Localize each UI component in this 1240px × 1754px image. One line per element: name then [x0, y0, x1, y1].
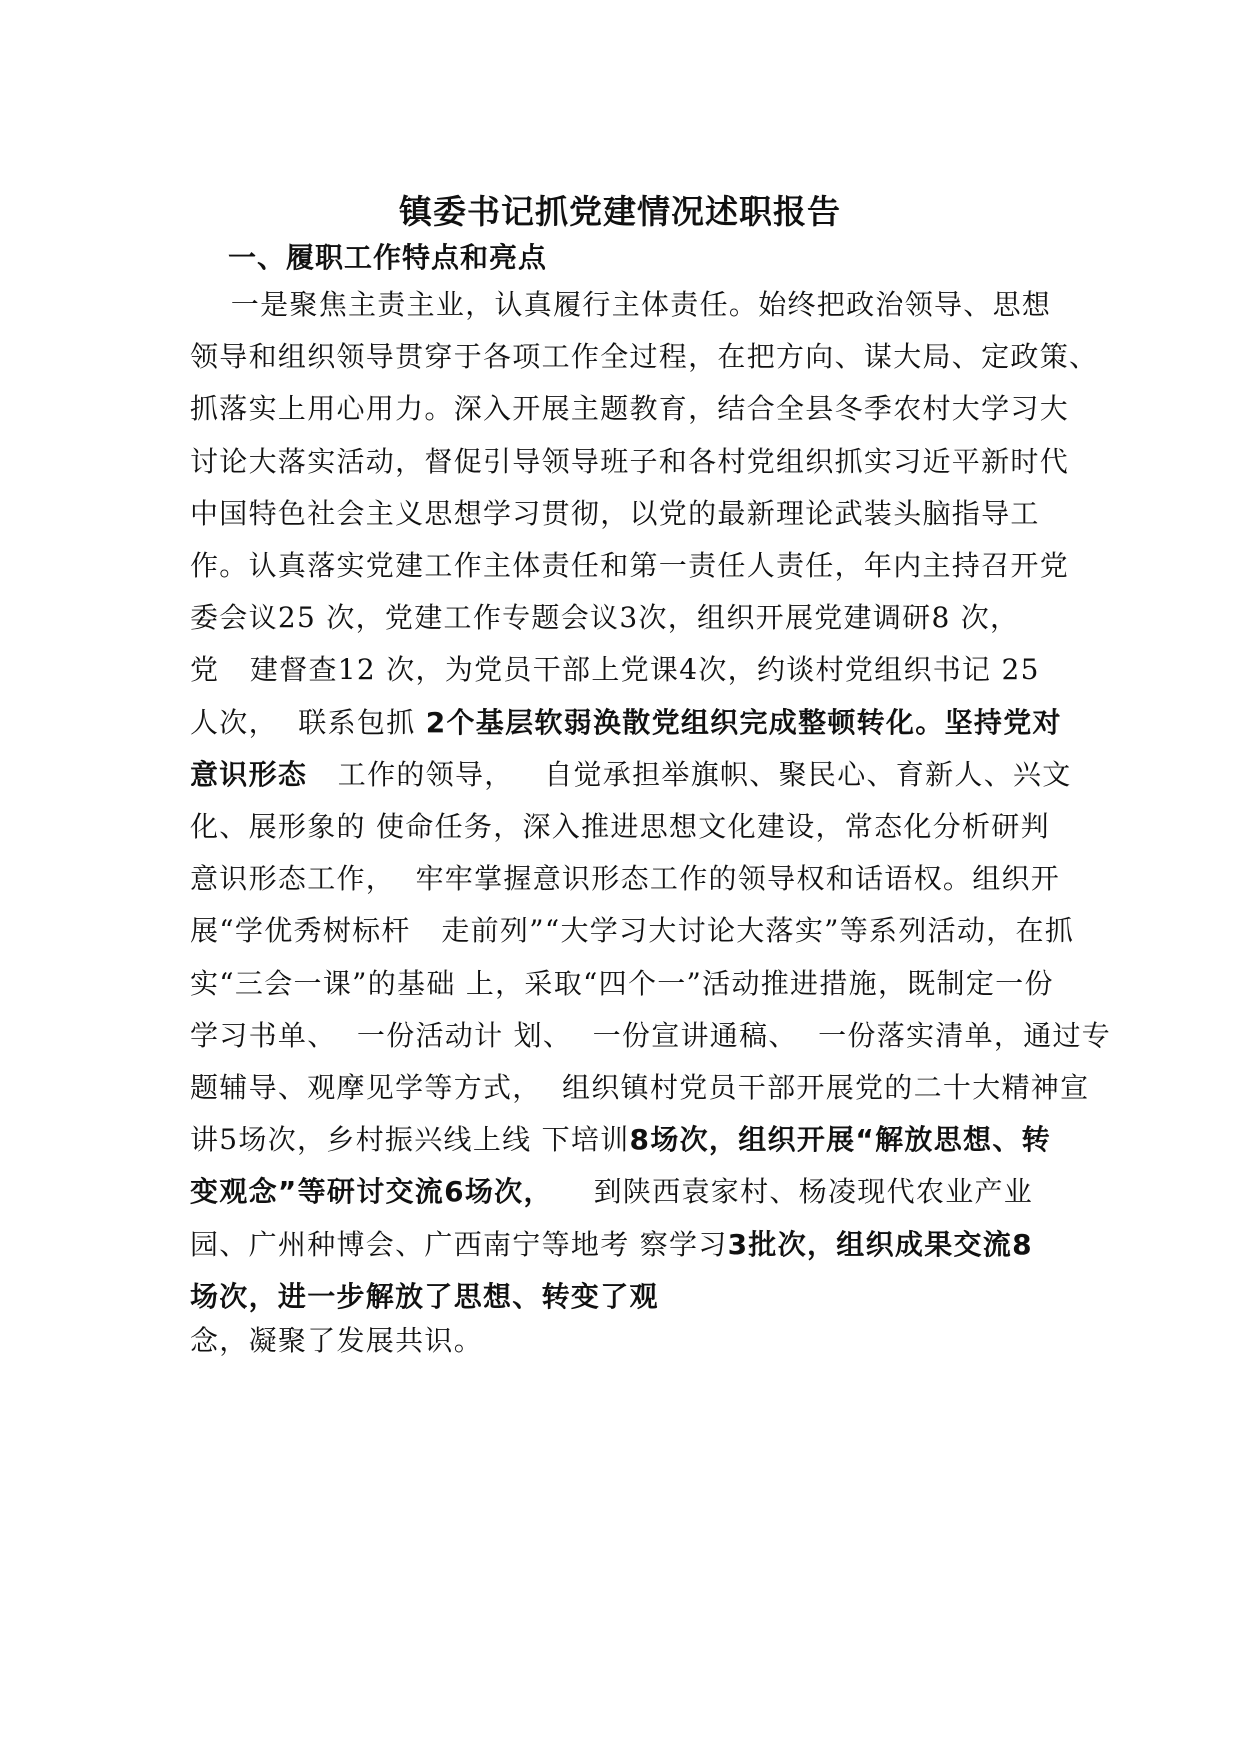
body-line — [190, 859, 1060, 899]
text-segment: 学习书单、 一份活动计 划、 一份宣讲通稿、 一份落实清单，通过专 — [190, 1018, 1112, 1052]
section-heading: 一、履职工作特点和亮点 — [228, 241, 548, 274]
text-segment: 中国特色社会主义思想学习贯彻，以党的最新理论武装头脑指导工 — [190, 496, 1040, 530]
body-line — [190, 1016, 1111, 1056]
body-line — [190, 1172, 1033, 1212]
text-segment: 作。认真落实党建工作主体责任和第一责任人责任，年内主持召开党 — [190, 549, 1070, 582]
text-segment: 讲5场次，乡村振兴线上线 下培训 — [190, 1123, 630, 1157]
text-segment: 念，凝聚了发展共识。 — [190, 1324, 484, 1357]
bold-text-segment: 变观念”等研讨交流6场次， — [190, 1175, 553, 1209]
body-line — [190, 546, 1069, 586]
bold-text-segment: 8场次，组织开展“解放思想、转 — [629, 1123, 1051, 1157]
text-segment: 意识形态工作， 牢牢掌握意识形态工作的领导权和话语权。组织开 — [190, 862, 1061, 896]
body-line — [190, 703, 1062, 743]
text-segment: 抓落实上用心用力。深入开展主题教育，结合全县冬季农村大学习大 — [190, 392, 1070, 426]
text-segment: 领导和组织领导贯穿于各项工作全过程，在把方向、谋大局、定政策、 — [190, 340, 1099, 374]
body-line — [190, 807, 1050, 847]
text-segment: 展“学优秀树标杆 走前列”“大学习大讨论大落实”等系列活动，在抓 — [190, 914, 1075, 948]
body-line — [190, 1120, 1051, 1160]
text-segment: 党 建督查12 次，为党员干部上党课4次，约谈村党组织书记 25 — [190, 653, 1040, 687]
bold-text-segment: 场次，进一步解放了思想、转变了观 — [190, 1279, 659, 1313]
text-segment: 人次， 联系包抓 — [190, 705, 426, 739]
text-segment: 工作的领导， 自觉承担举旗帜、聚民心、育新人、兴文 — [307, 757, 1072, 791]
body-line — [190, 755, 1072, 795]
text-segment: 一是聚焦主责主业，认真履行主体责任。始终把政治领导、思想 — [190, 288, 1052, 321]
text-segment: 讨论大落实活动，督促引导领导班子和各村党组织抓实习近平新时代 — [190, 444, 1070, 478]
body-line — [190, 1225, 1033, 1265]
body-line — [190, 1277, 659, 1317]
text-segment: 委会议25 次，党建工作专题会议3次，组织开展党建调研8 次， — [190, 601, 1020, 635]
body-line — [190, 494, 1040, 534]
body-line — [190, 598, 1019, 638]
text-segment: 题辅导、观摩见学等方式， 组织镇村党员干部开展党的二十大精神宣 — [190, 1071, 1090, 1104]
bold-text-segment: 3批次，组织成果交流8 — [727, 1227, 1033, 1261]
text-segment: 实“三会一课”的基础 上，采取“四个一”活动推进措施，既制定一份 — [190, 966, 1054, 1000]
document-title: 镇委书记抓党建情况述职报告 — [399, 192, 841, 231]
text-segment: 化、展形象的 使命任务，深入推进思想文化建设，常态化分析研判 — [190, 810, 1050, 843]
text-segment: 园、广州种博会、广西南宁等地考 察学习 — [190, 1227, 728, 1261]
body-line — [190, 964, 1054, 1004]
body-line — [190, 442, 1069, 482]
body-line — [190, 1068, 1089, 1108]
body-line — [190, 650, 1040, 690]
body-line — [190, 911, 1074, 951]
bold-text-segment: 意识形态 — [190, 757, 308, 791]
body-line — [190, 389, 1069, 429]
body-line — [190, 337, 1098, 377]
body-line — [190, 285, 1051, 325]
text-segment: 到陕西袁家村、杨凌现代农业产业 — [552, 1175, 1034, 1209]
body-line — [190, 1321, 483, 1361]
bold-text-segment: 2个基层软弱涣散党组织完成整顿转化。坚持党对 — [425, 705, 1062, 739]
